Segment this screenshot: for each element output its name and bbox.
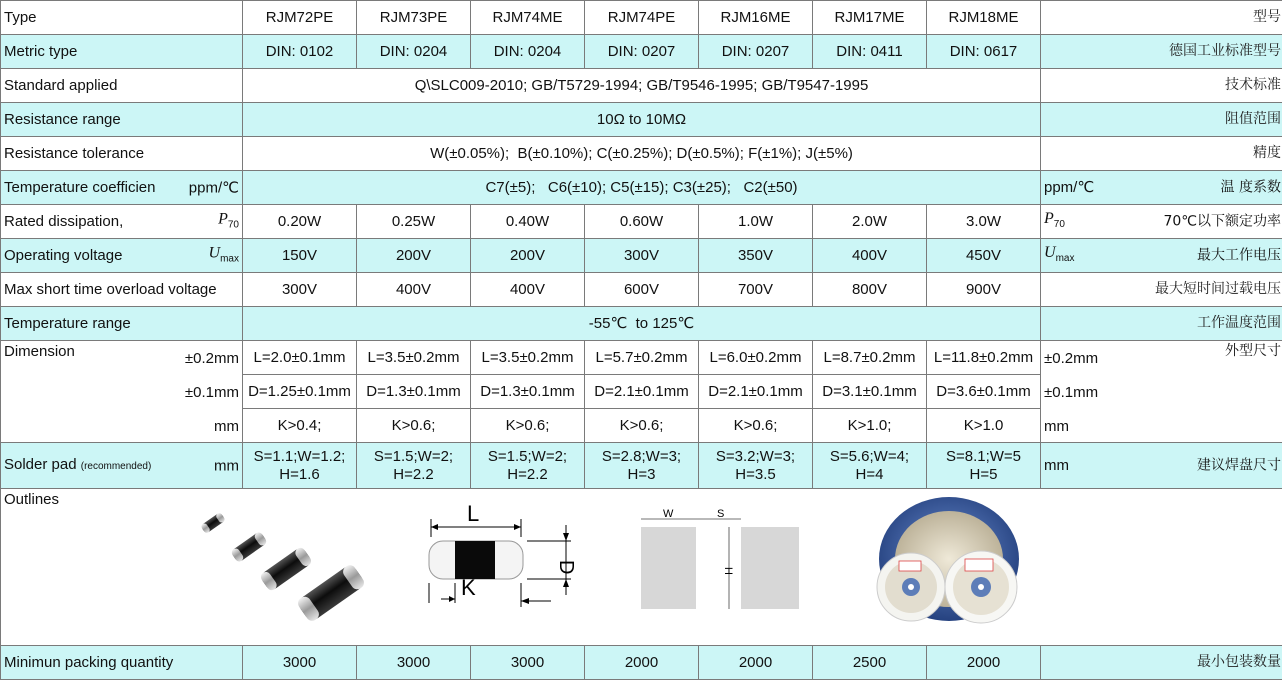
dimension-d-unit: ±0.1mm [184, 384, 239, 401]
voltage-value: 150V [243, 239, 357, 273]
dissipation-value: 0.60W [585, 205, 699, 239]
dimension-d-value: D=2.1±0.1mm [585, 375, 699, 409]
row-resistance [1, 103, 1282, 137]
resistor-small-1 [200, 512, 225, 534]
row-tempco [1, 171, 1282, 205]
tolerance-value: W(±0.05%); B(±0.10%); C(±0.25%); D(±0.5%); F(±1%); J(±5%) [243, 137, 1041, 171]
dimension-d-value: D=2.1±0.1mm [699, 375, 813, 409]
metric-value: DIN: 0204 [357, 35, 471, 69]
tolerance-label: Resistance tolerance [1, 137, 243, 171]
dimension-k-unit-right: mm [1044, 418, 1069, 435]
packing-value: 2000 [585, 646, 699, 680]
tempco-label-cell [1, 171, 243, 205]
packing-value: 3000 [471, 646, 585, 680]
solder-value: S=5.6;W=4; H=4 [813, 443, 927, 489]
row-voltage [1, 239, 1282, 273]
dissipation-value: 0.25W [357, 205, 471, 239]
voltage-value: 400V [813, 239, 927, 273]
diagram-label-w: W [663, 509, 674, 520]
dimension-k-value: K>0.6; [585, 409, 699, 443]
temprange-cn: 工作温度范围 [1041, 307, 1282, 341]
type-label: Type [1, 1, 243, 35]
packing-value: 2500 [813, 646, 927, 680]
dissipation-symbol: $P_{70}$ [218, 209, 239, 231]
solder-label-cell [1, 443, 243, 489]
dimension-l-unit: ±0.2mm [184, 350, 239, 367]
dimension-l-value: L=2.0±0.1mm [243, 341, 357, 375]
voltage-symbol: $U_{max}$ [208, 243, 239, 265]
overload-value: 300V [243, 273, 357, 307]
metric-value: DIN: 0617 [927, 35, 1041, 69]
col-header: RJM17ME [813, 1, 927, 35]
solder-pad-diagram [631, 509, 811, 624]
row-outlines [1, 489, 1282, 646]
col-header: RJM16ME [699, 1, 813, 35]
type-cn: 型号 [1041, 1, 1282, 35]
tempco-cn: 温 度系数 [1220, 179, 1281, 195]
solder-value: S=8.1;W=5 H=5 [927, 443, 1041, 489]
dimension-label-cell [1, 341, 243, 443]
dimension-k-value: K>0.6; [699, 409, 813, 443]
dimension-k-value: K>0.6; [471, 409, 585, 443]
voltage-symbol-right: $U_{max}$ [1044, 243, 1075, 265]
overload-value: 700V [699, 273, 813, 307]
row-overload [1, 273, 1282, 307]
dissipation-value: 3.0W [927, 205, 1041, 239]
solder-value: S=1.5;W=2; H=2.2 [357, 443, 471, 489]
dimension-l-value: L=6.0±0.2mm [699, 341, 813, 375]
dissipation-label-cell [1, 205, 243, 239]
overload-label: Max short time overload voltage [1, 273, 243, 307]
solder-cn: 建议焊盘尺寸 [1197, 457, 1281, 473]
packing-value: 3000 [243, 646, 357, 680]
voltage-value: 450V [927, 239, 1041, 273]
dimension-k-value: K>0.4; [243, 409, 357, 443]
metric-value: DIN: 0411 [813, 35, 927, 69]
overload-value: 900V [927, 273, 1041, 307]
overload-value: 400V [357, 273, 471, 307]
dimension-label: Dimension [4, 343, 75, 360]
dissipation-right-cell [1041, 205, 1282, 239]
overload-cn: 最大短时间过载电压 [1041, 273, 1282, 307]
dissipation-symbol-right: $P_{70}$ [1044, 209, 1065, 231]
solder-value: S=3.2;W=3; H=3.5 [699, 443, 813, 489]
solder-value: S=1.5;W=2; H=2.2 [471, 443, 585, 489]
reel-photo [871, 495, 1031, 635]
dissipation-value: 1.0W [699, 205, 813, 239]
tempco-label: Temperature coefficien [4, 179, 156, 196]
dimension-l-value: L=3.5±0.2mm [471, 341, 585, 375]
dimension-cn: 外型尺寸 [1225, 343, 1281, 359]
tempco-unit: ppm/℃ [188, 179, 239, 196]
row-standard [1, 69, 1282, 103]
packing-label: Minimun packing quantity [1, 646, 243, 680]
dimension-right-cell [1041, 341, 1282, 443]
dimension-l-value: L=8.7±0.2mm [813, 341, 927, 375]
tolerance-cn: 精度 [1041, 137, 1282, 171]
dissipation-label: Rated dissipation, [4, 213, 124, 230]
voltage-right-cell [1041, 239, 1282, 273]
row-temprange [1, 307, 1282, 341]
metric-value: DIN: 0102 [243, 35, 357, 69]
resistor-large [296, 563, 367, 621]
dimension-l-value: L=3.5±0.2mm [357, 341, 471, 375]
metric-cn: 德国工业标准型号 [1041, 35, 1282, 69]
dissipation-cn: 70℃以下额定功率 [1163, 213, 1281, 229]
voltage-value: 350V [699, 239, 813, 273]
col-header: RJM18ME [927, 1, 1041, 35]
solder-unit-right: mm [1044, 457, 1069, 474]
solder-note: (recommended) [80, 461, 152, 472]
dimension-d-value: D=1.25±0.1mm [243, 375, 357, 409]
temprange-value: -55℃ to 125℃ [243, 307, 1041, 341]
row-tolerance [1, 137, 1282, 171]
dimension-k-value: K>1.0; [813, 409, 927, 443]
tempco-unit-right: ppm/℃ [1044, 179, 1095, 196]
row-packing [1, 646, 1282, 680]
solder-label: Solder pad [4, 456, 77, 473]
dimension-d-unit-right: ±0.1mm [1044, 384, 1099, 401]
voltage-label-cell [1, 239, 243, 273]
packing-value: 3000 [357, 646, 471, 680]
diagram-label-h: H [722, 567, 734, 575]
resistance-value: 10Ω to 10MΩ [243, 103, 1041, 137]
voltage-value: 300V [585, 239, 699, 273]
metric-value: DIN: 0204 [471, 35, 585, 69]
dimension-k-value: K>1.0 [927, 409, 1041, 443]
row-dimension-l [1, 341, 1282, 375]
resistor-small-2 [230, 531, 268, 563]
packing-value: 2000 [699, 646, 813, 680]
metric-value: DIN: 0207 [585, 35, 699, 69]
dimension-l-value: L=5.7±0.2mm [585, 341, 699, 375]
dimension-d-value: D=3.1±0.1mm [813, 375, 927, 409]
dimension-k-value: K>0.6; [357, 409, 471, 443]
standard-cn: 技术标准 [1041, 69, 1282, 103]
overload-value: 400V [471, 273, 585, 307]
voltage-label: Operating voltage [4, 247, 123, 264]
row-solder [1, 443, 1282, 489]
dimension-k-unit: mm [214, 418, 239, 435]
row-type [1, 1, 1282, 35]
diagram-label-k: K [461, 575, 476, 600]
solder-unit: mm [214, 457, 239, 474]
tempco-right-cell [1041, 171, 1282, 205]
dissipation-value: 0.20W [243, 205, 357, 239]
voltage-value: 200V [471, 239, 585, 273]
voltage-value: 200V [357, 239, 471, 273]
tempco-value: C7(±5); C6(±10); C5(±15); C3(±25); C2(±50) [243, 171, 1041, 205]
dimension-l-unit-right: ±0.2mm [1044, 350, 1099, 367]
col-header: RJM73PE [357, 1, 471, 35]
dimension-d-value: D=1.3±0.1mm [357, 375, 471, 409]
temprange-label: Temperature range [1, 307, 243, 341]
packing-cn: 最小包装数量 [1041, 646, 1282, 680]
dimension-d-value: D=3.6±0.1mm [927, 375, 1041, 409]
dimension-d-value: D=1.3±0.1mm [471, 375, 585, 409]
col-header: RJM74PE [585, 1, 699, 35]
resistor-photo [191, 501, 381, 621]
voltage-cn: 最大工作电压 [1197, 247, 1281, 263]
standard-value: Q\SLC009-2010; GB/T5729-1994; GB/T9546-1995; GB/T9547-1995 [243, 69, 1041, 103]
col-header: RJM72PE [243, 1, 357, 35]
diagram-label-s: S [717, 509, 725, 520]
outlines-label: Outlines [4, 491, 60, 508]
outlines-cell [1, 489, 1282, 646]
resistance-label: Resistance range [1, 103, 243, 137]
diagram-label-l: L [467, 501, 480, 526]
metric-value: DIN: 0207 [699, 35, 813, 69]
resistor-medium [259, 546, 313, 592]
solder-value: S=1.1;W=1.2; H=1.6 [243, 443, 357, 489]
solder-right-cell [1041, 443, 1282, 489]
metric-label: Metric type [1, 35, 243, 69]
dimension-l-value: L=11.8±0.2mm [927, 341, 1041, 375]
diagram-label-d: D [555, 560, 577, 575]
row-metric [1, 35, 1282, 69]
overload-value: 600V [585, 273, 699, 307]
overload-value: 800V [813, 273, 927, 307]
dissipation-value: 0.40W [471, 205, 585, 239]
row-dissipation [1, 205, 1282, 239]
standard-label: Standard applied [1, 69, 243, 103]
solder-value: S=2.8;W=3; H=3 [585, 443, 699, 489]
dissipation-value: 2.0W [813, 205, 927, 239]
dimension-diagram [421, 499, 581, 624]
packing-value: 2000 [927, 646, 1041, 680]
resistance-cn: 阻值范围 [1041, 103, 1282, 137]
col-header: RJM74ME [471, 1, 585, 35]
